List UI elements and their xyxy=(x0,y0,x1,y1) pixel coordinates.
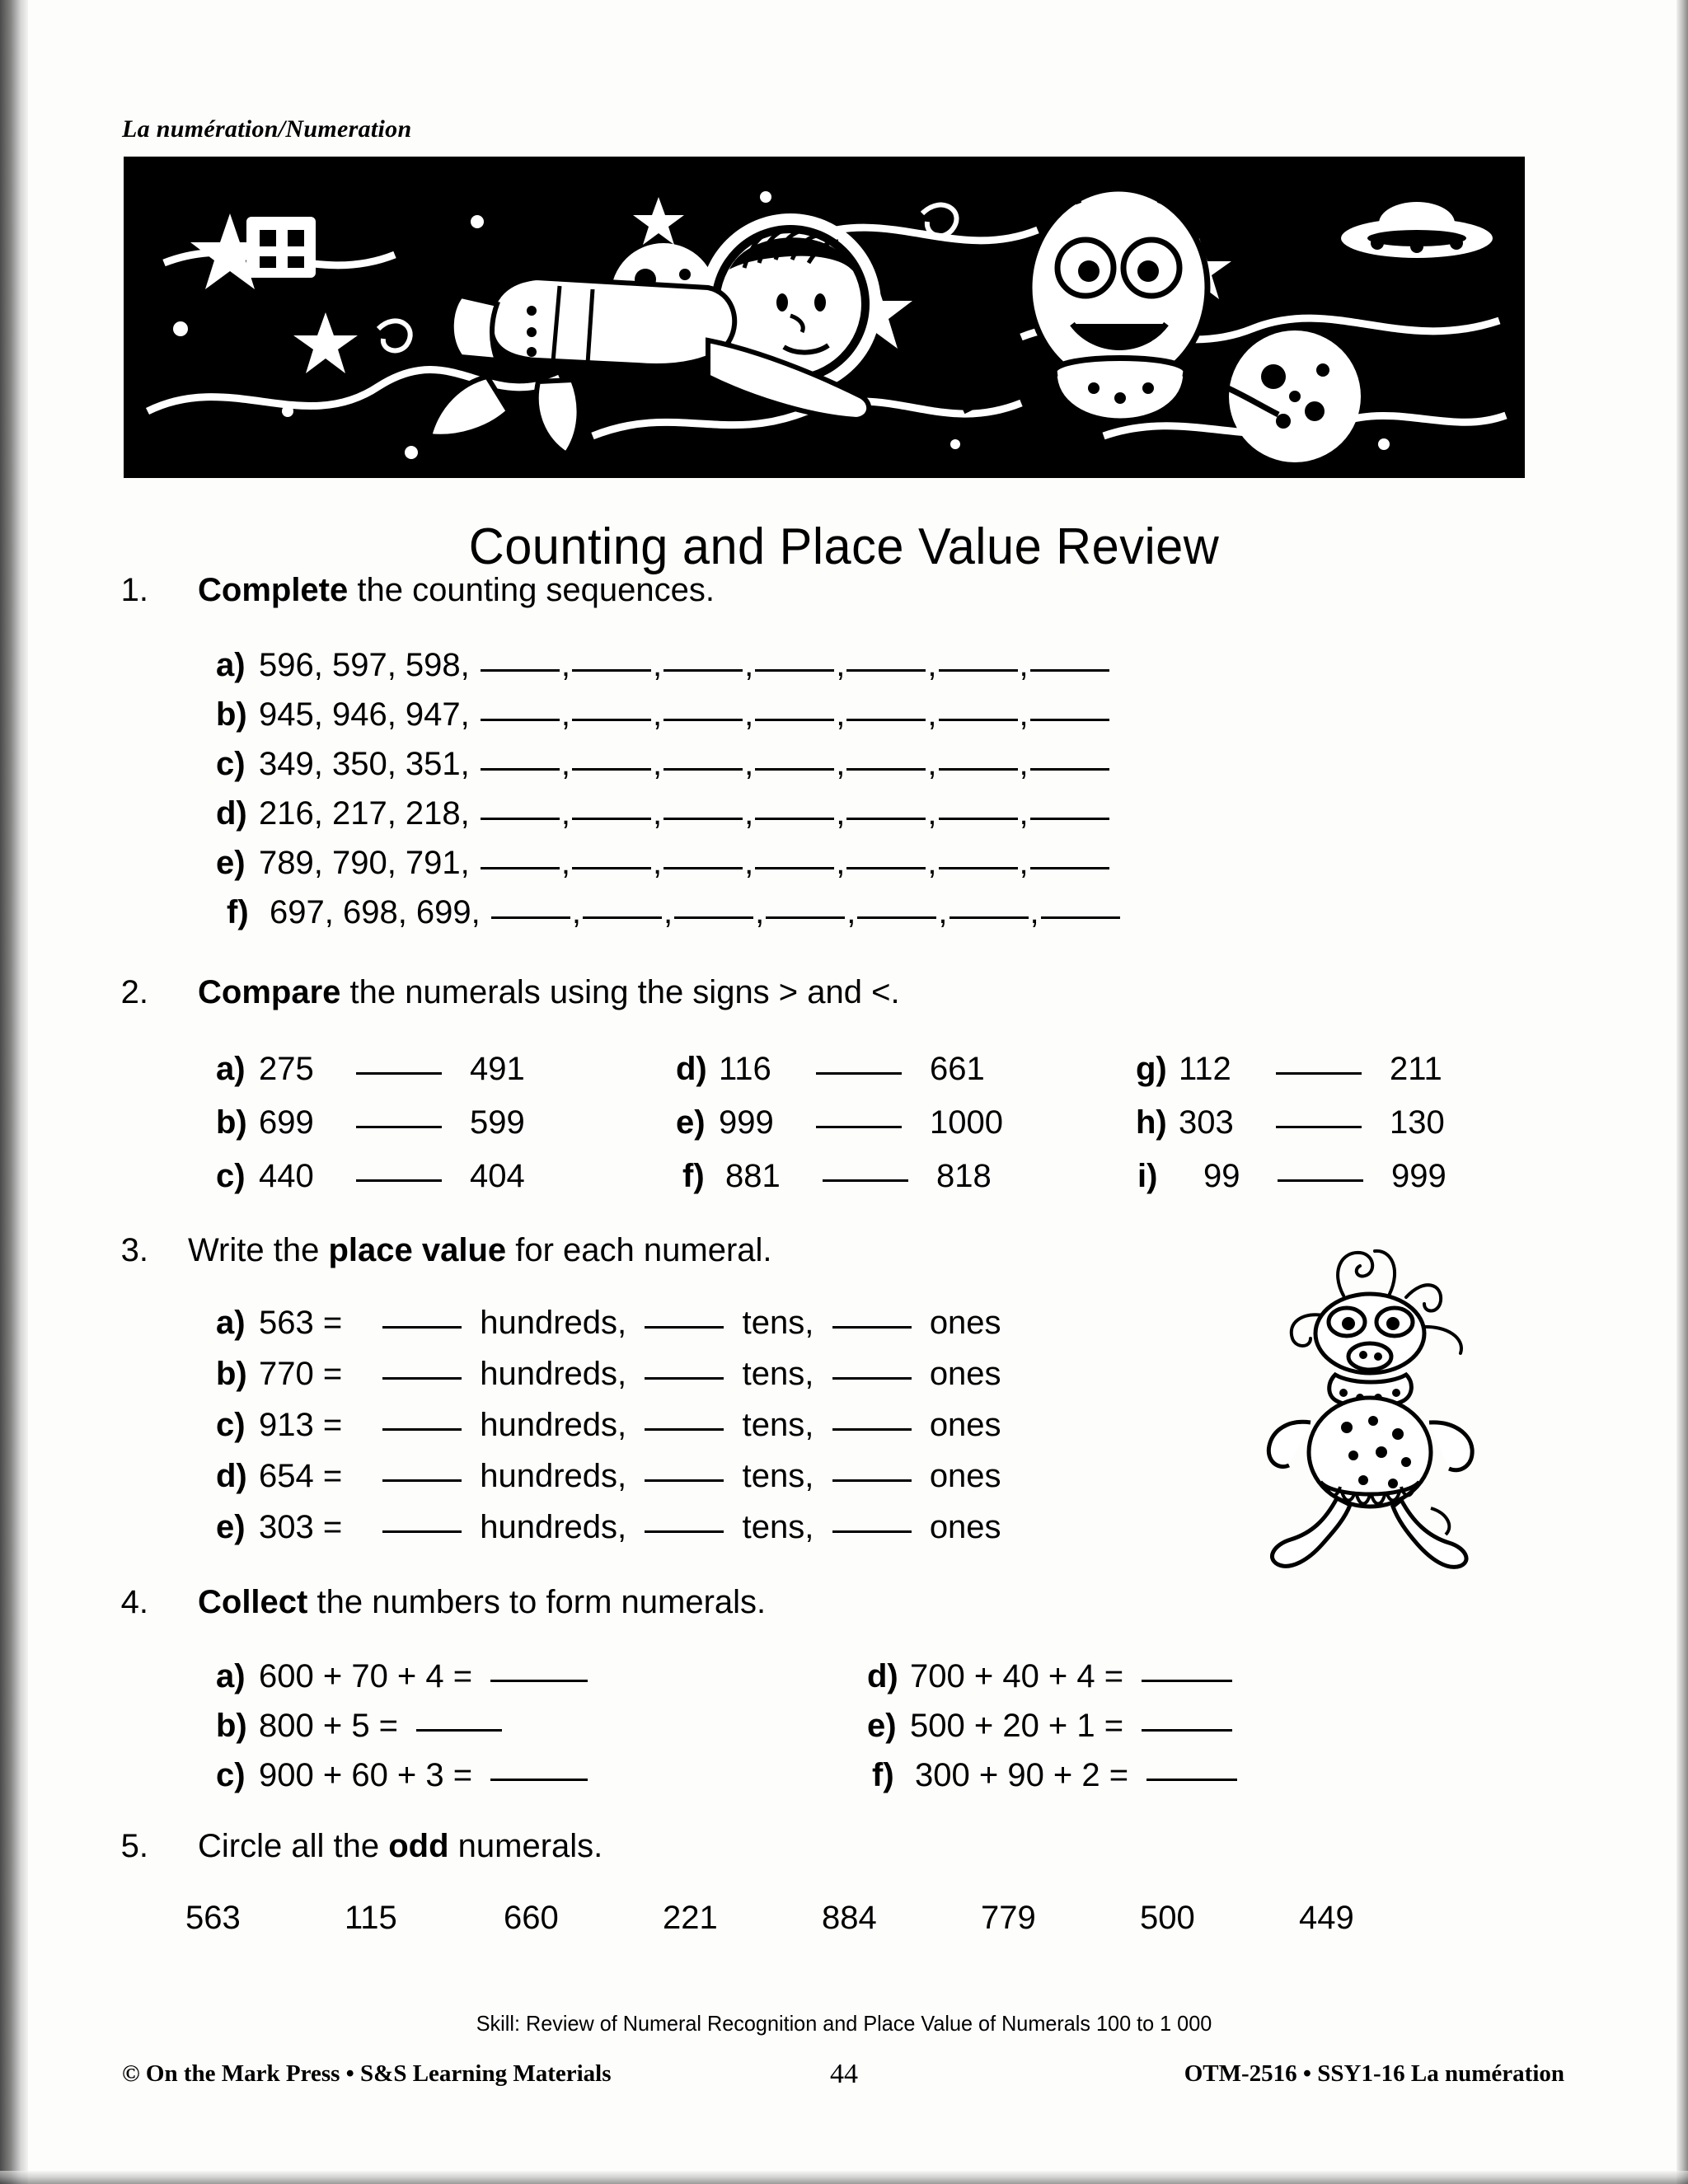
sequence-start: 349, 350, 351, xyxy=(259,746,470,782)
subject-header: La numération/Numeration xyxy=(122,115,412,143)
sequence-start: 945, 946, 947, xyxy=(259,696,470,733)
answer-blank[interactable] xyxy=(939,669,1018,672)
answer-blank[interactable] xyxy=(846,768,926,771)
answer-blank[interactable] xyxy=(1030,818,1109,820)
collect-row-d xyxy=(867,1658,1232,1695)
question-5-keyword: odd xyxy=(388,1828,449,1864)
question-3-rest: for each numeral. xyxy=(506,1232,772,1268)
odd-numeral-item[interactable]: 221 xyxy=(663,1900,718,1936)
odd-numeral-item[interactable]: 449 xyxy=(1299,1900,1354,1936)
compare-left-value: 275 xyxy=(259,1051,314,1087)
space-scene-banner xyxy=(124,157,1525,478)
item-label: f) xyxy=(872,1757,894,1793)
odd-numeral-item[interactable]: 884 xyxy=(822,1900,877,1936)
compare-left-value: 699 xyxy=(259,1104,314,1141)
answer-blank[interactable] xyxy=(1030,669,1109,672)
compare-right-value: 999 xyxy=(1391,1158,1447,1194)
skill-line: Skill: Review of Numeral Recognition and Place Value of Numerals 100 to 1 000 xyxy=(476,2011,1212,2036)
answer-blank[interactable] xyxy=(755,818,834,820)
placevalue-row-c xyxy=(216,1407,1001,1444)
sequence-row-f: f) 697, 698, 699, , , , , , , xyxy=(227,894,1122,931)
question-4-number: 4. xyxy=(120,1584,148,1620)
answer-blank[interactable] xyxy=(481,719,560,721)
answer-blank[interactable] xyxy=(1276,1072,1362,1075)
placevalue-numeral: 303 = xyxy=(259,1509,343,1545)
alien-illustration-svg xyxy=(1245,1236,1500,1582)
answer-blank[interactable] xyxy=(356,1072,442,1075)
placevalue-numeral: 913 = xyxy=(259,1407,343,1443)
item-label: a) xyxy=(216,1305,246,1341)
unit-hundreds: hundreds, xyxy=(480,1407,627,1443)
question-5-number: 5. xyxy=(120,1828,148,1864)
answer-blank[interactable] xyxy=(939,719,1018,721)
odd-numeral-item[interactable]: 115 xyxy=(345,1900,397,1936)
answer-blank-ones[interactable] xyxy=(832,1428,912,1431)
item-label: c) xyxy=(216,746,246,782)
unit-ones: ones xyxy=(929,1509,1001,1545)
answer-blank[interactable] xyxy=(572,768,651,771)
item-label: f) xyxy=(227,894,249,930)
unit-tens: tens, xyxy=(742,1458,814,1494)
item-label: b) xyxy=(216,1356,247,1392)
compare-row-d xyxy=(676,1051,985,1088)
item-label: g) xyxy=(1136,1051,1167,1087)
placevalue-row-e xyxy=(216,1509,1001,1546)
answer-blank[interactable] xyxy=(755,669,834,672)
item-label: e) xyxy=(216,845,246,881)
sequence-start: 596, 597, 598, xyxy=(259,647,470,683)
answer-blank[interactable] xyxy=(846,867,926,869)
placevalue-numeral: 563 = xyxy=(259,1305,343,1341)
compare-right-value: 599 xyxy=(470,1104,525,1141)
item-label: c) xyxy=(216,1407,246,1443)
odd-numeral-item[interactable]: 563 xyxy=(185,1900,241,1936)
unit-tens: tens, xyxy=(742,1407,814,1443)
banner-artwork xyxy=(131,164,1517,471)
collect-expression: 300 + 90 + 2 = xyxy=(915,1757,1129,1793)
collect-expression: 600 + 70 + 4 = xyxy=(259,1658,473,1694)
answer-blank[interactable] xyxy=(572,719,651,721)
unit-ones: ones xyxy=(929,1305,1001,1341)
answer-blank[interactable] xyxy=(572,867,651,869)
answer-blank[interactable] xyxy=(583,916,662,919)
collect-row-c xyxy=(216,1757,588,1794)
answer-blank[interactable] xyxy=(663,768,743,771)
answer-blank-hundreds[interactable] xyxy=(382,1530,462,1533)
question-4-rest: the numbers to form numerals. xyxy=(307,1584,767,1620)
sequence-row-a: a) 596, 597, 598, , , , , , , xyxy=(216,647,1111,684)
question-2-prompt xyxy=(198,974,900,1011)
answer-blank-hundreds[interactable] xyxy=(382,1479,462,1482)
collect-expression: 800 + 5 = xyxy=(259,1708,399,1744)
answer-blank[interactable] xyxy=(490,1779,588,1781)
answer-blank[interactable] xyxy=(939,867,1018,869)
unit-ones: ones xyxy=(929,1407,1001,1443)
answer-blank-ones[interactable] xyxy=(832,1377,912,1380)
item-label: e) xyxy=(676,1104,706,1141)
collect-expression: 500 + 20 + 1 = xyxy=(910,1708,1124,1744)
answer-blank[interactable] xyxy=(481,867,560,869)
item-label: a) xyxy=(216,647,246,683)
answer-blank[interactable] xyxy=(1041,916,1120,919)
banner-illustration-svg xyxy=(131,164,1517,471)
compare-row-g xyxy=(1136,1051,1442,1088)
sequence-row-b: b) 945, 946, 947, , , , , , , xyxy=(216,696,1111,733)
sequence-start: 697, 698, 699, xyxy=(270,894,481,930)
answer-blank-tens[interactable] xyxy=(645,1479,724,1482)
item-label: a) xyxy=(216,1051,246,1087)
page-title: Counting and Place Value Review xyxy=(468,518,1220,575)
compare-right-value: 211 xyxy=(1390,1051,1442,1087)
item-label: e) xyxy=(867,1708,897,1744)
question-1-rest: the counting sequences. xyxy=(348,572,715,608)
item-label: d) xyxy=(867,1658,898,1694)
answer-blank-ones[interactable] xyxy=(832,1479,912,1482)
compare-left-value: 116 xyxy=(719,1051,771,1087)
answer-blank[interactable] xyxy=(939,768,1018,771)
question-2-number: 2. xyxy=(120,974,148,1010)
compare-left-value: 303 xyxy=(1179,1104,1234,1141)
answer-blank[interactable] xyxy=(1030,719,1109,721)
item-label: i) xyxy=(1137,1158,1158,1194)
question-1-prompt xyxy=(198,572,715,609)
question-1-keyword: Complete xyxy=(198,572,349,608)
answer-blank[interactable] xyxy=(663,867,743,869)
alien-illustration xyxy=(1245,1236,1500,1582)
item-label: d) xyxy=(216,1458,247,1494)
answer-blank[interactable] xyxy=(1142,1680,1232,1682)
sequence-row-e: e) 789, 790, 791, , , , , , , xyxy=(216,845,1111,882)
answer-blank[interactable] xyxy=(572,669,651,672)
collect-row-f xyxy=(872,1757,1237,1794)
question-4-prompt xyxy=(198,1584,766,1621)
question-1-number: 1. xyxy=(120,572,148,608)
answer-blank-ones[interactable] xyxy=(832,1530,912,1533)
answer-blank-tens[interactable] xyxy=(645,1428,724,1431)
collect-row-a xyxy=(216,1658,588,1695)
unit-hundreds: hundreds, xyxy=(480,1356,627,1392)
footer-copyright: © On the Mark Press • S&S Learning Materials xyxy=(122,2060,612,2087)
answer-blank[interactable] xyxy=(1278,1179,1363,1182)
collect-row-e xyxy=(867,1708,1232,1745)
compare-right-value: 818 xyxy=(936,1158,992,1194)
question-2-rest: the numerals using the signs > and <. xyxy=(340,974,900,1010)
sequence-start: 216, 217, 218, xyxy=(259,795,470,832)
answer-blank[interactable] xyxy=(846,669,926,672)
answer-blank-hundreds[interactable] xyxy=(382,1377,462,1380)
unit-tens: tens, xyxy=(742,1305,814,1341)
answer-blank[interactable] xyxy=(755,867,834,869)
answer-blank[interactable] xyxy=(1030,768,1109,771)
answer-blank-hundreds[interactable] xyxy=(382,1428,462,1431)
compare-left-value: 999 xyxy=(719,1104,774,1141)
answer-blank[interactable] xyxy=(481,818,560,820)
answer-blank[interactable] xyxy=(1030,867,1109,869)
compare-row-a xyxy=(216,1051,525,1088)
unit-hundreds: hundreds, xyxy=(480,1305,627,1341)
answer-blank[interactable] xyxy=(823,1179,908,1182)
compare-right-value: 130 xyxy=(1390,1104,1445,1141)
unit-ones: ones xyxy=(929,1356,1001,1392)
item-label: e) xyxy=(216,1509,246,1545)
question-2-keyword: Compare xyxy=(198,974,341,1010)
answer-blank[interactable] xyxy=(857,916,936,919)
answer-blank[interactable] xyxy=(846,818,926,820)
answer-blank[interactable] xyxy=(572,818,651,820)
question-5-prompt xyxy=(198,1828,603,1865)
compare-left-value: 112 xyxy=(1179,1051,1231,1087)
answer-blank[interactable] xyxy=(1146,1779,1237,1781)
sequence-start: 789, 790, 791, xyxy=(259,845,470,881)
answer-blank[interactable] xyxy=(663,669,743,672)
item-label: b) xyxy=(216,1104,247,1141)
odd-numeral-item[interactable]: 660 xyxy=(504,1900,559,1936)
answer-blank[interactable] xyxy=(674,916,753,919)
answer-blank[interactable] xyxy=(356,1179,442,1182)
answer-blank[interactable] xyxy=(1276,1126,1362,1128)
answer-blank[interactable] xyxy=(356,1126,442,1128)
answer-blank[interactable] xyxy=(755,719,834,721)
item-label: d) xyxy=(216,795,247,832)
unit-tens: tens, xyxy=(742,1356,814,1392)
compare-row-e xyxy=(676,1104,1003,1141)
unit-hundreds: hundreds, xyxy=(480,1509,627,1545)
placevalue-row-a xyxy=(216,1305,1001,1342)
odd-numeral-item[interactable]: 779 xyxy=(981,1900,1036,1936)
placevalue-row-d xyxy=(216,1458,1001,1495)
answer-blank[interactable] xyxy=(416,1729,502,1732)
placevalue-numeral: 654 = xyxy=(259,1458,343,1494)
item-label: d) xyxy=(676,1051,707,1087)
collect-expression: 900 + 60 + 3 = xyxy=(259,1757,473,1793)
answer-blank[interactable] xyxy=(766,916,845,919)
unit-ones: ones xyxy=(929,1458,1001,1494)
compare-right-value: 661 xyxy=(930,1051,985,1087)
answer-blank[interactable] xyxy=(816,1072,902,1075)
answer-blank[interactable] xyxy=(663,719,743,721)
question-3-prompt xyxy=(188,1232,772,1269)
compare-row-b xyxy=(216,1104,525,1141)
answer-blank[interactable] xyxy=(846,719,926,721)
answer-blank[interactable] xyxy=(481,669,560,672)
unit-hundreds: hundreds, xyxy=(480,1458,627,1494)
question-3-number: 3. xyxy=(120,1232,148,1268)
answer-blank[interactable] xyxy=(481,768,560,771)
sequence-row-c: c) 349, 350, 351, , , , , , , xyxy=(216,746,1111,783)
answer-blank-tens[interactable] xyxy=(645,1377,724,1380)
item-label: f) xyxy=(682,1158,705,1194)
answer-blank[interactable] xyxy=(939,818,1018,820)
answer-blank[interactable] xyxy=(1142,1729,1232,1732)
answer-blank[interactable] xyxy=(950,916,1029,919)
unit-tens: tens, xyxy=(742,1509,814,1545)
item-label: c) xyxy=(216,1757,246,1793)
compare-left-value: 440 xyxy=(259,1158,314,1194)
answer-blank-tens[interactable] xyxy=(645,1530,724,1533)
compare-row-f xyxy=(682,1158,992,1195)
item-label: b) xyxy=(216,1708,247,1744)
compare-left-value: 99 xyxy=(1203,1158,1240,1194)
compare-row-h xyxy=(1136,1104,1445,1141)
answer-blank[interactable] xyxy=(755,768,834,771)
question-5-rest: numerals. xyxy=(448,1828,603,1864)
compare-right-value: 1000 xyxy=(930,1104,1003,1141)
compare-row-i xyxy=(1137,1158,1447,1195)
answer-blank-hundreds[interactable] xyxy=(382,1326,462,1329)
odd-numeral-item[interactable]: 500 xyxy=(1140,1900,1195,1936)
compare-right-value: 404 xyxy=(470,1158,525,1194)
question-3-keyword: place value xyxy=(328,1232,507,1268)
answer-blank[interactable] xyxy=(490,1680,588,1682)
compare-right-value: 491 xyxy=(470,1051,525,1087)
placevalue-row-b xyxy=(216,1356,1001,1393)
item-label: b) xyxy=(216,696,247,733)
footer-page-number: 44 xyxy=(830,2059,858,2089)
answer-blank[interactable] xyxy=(663,818,743,820)
question-5-pre: Circle all the xyxy=(198,1828,389,1864)
answer-blank-ones[interactable] xyxy=(832,1326,912,1329)
answer-blank-tens[interactable] xyxy=(645,1326,724,1329)
collect-row-b xyxy=(216,1708,502,1745)
collect-expression: 700 + 40 + 4 = xyxy=(910,1658,1124,1694)
odd-numerals-list xyxy=(185,1900,1354,1937)
sequence-row-d: d) 216, 217, 218, , , , , , , xyxy=(216,795,1111,832)
footer-product-code: OTM-2516 • SSY1-16 La numération xyxy=(1184,2060,1564,2087)
question-3-pre: Write the xyxy=(188,1232,329,1268)
compare-row-c xyxy=(216,1158,525,1195)
item-label: c) xyxy=(216,1158,246,1194)
question-4-keyword: Collect xyxy=(198,1584,308,1620)
item-label: a) xyxy=(216,1658,246,1694)
placevalue-numeral: 770 = xyxy=(259,1356,343,1392)
answer-blank[interactable] xyxy=(491,916,570,919)
item-label: h) xyxy=(1136,1104,1167,1141)
answer-blank[interactable] xyxy=(816,1126,902,1128)
compare-left-value: 881 xyxy=(725,1158,781,1194)
